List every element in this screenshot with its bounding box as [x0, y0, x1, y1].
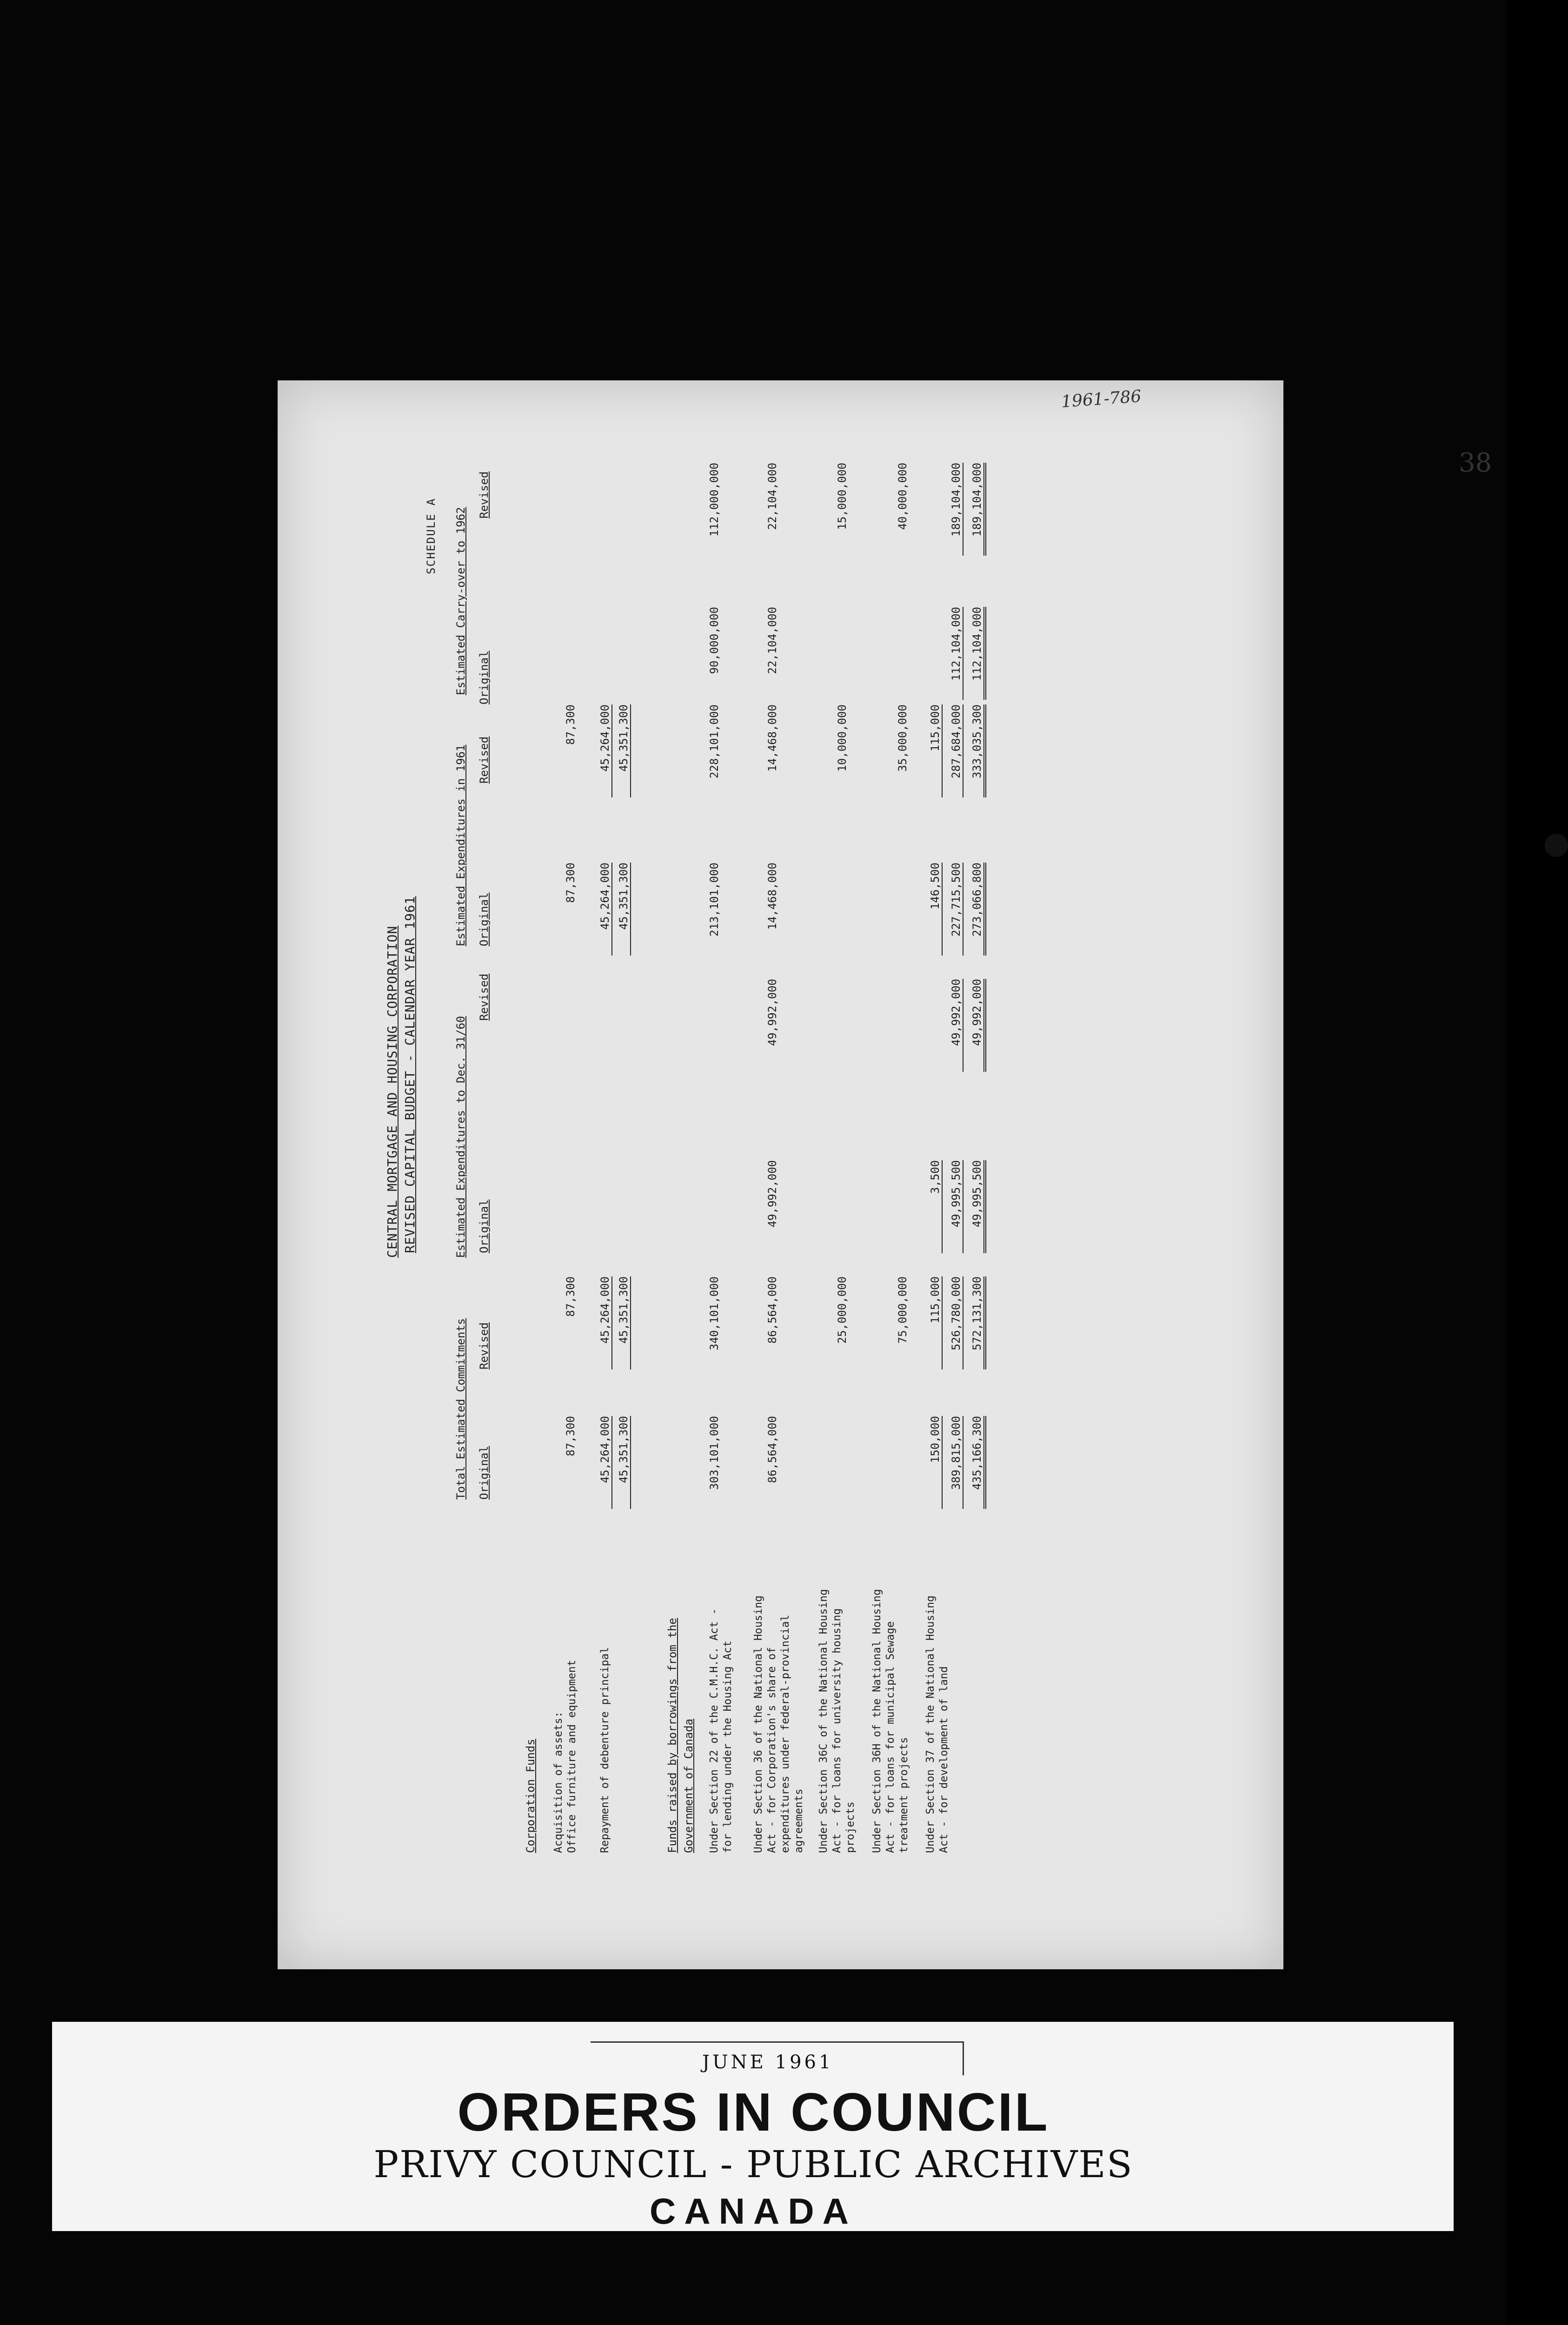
- row-label: Under Section 36C of the National Housing Act - for loans for university housing projects: [817, 1589, 857, 1853]
- cell-subtotal-revised: 526,780,000: [950, 1276, 963, 1369]
- cell-subtotal-to1960-original: 49,995,500: [950, 1160, 963, 1253]
- cell-1961-revised: 228,101,000: [708, 704, 721, 778]
- cell-1961-original: 87,300: [564, 863, 577, 903]
- cell-subtotal-corp-original: 45,351,300: [617, 1416, 631, 1509]
- cell-total-carryover-original: 112,104,000: [970, 607, 986, 700]
- cell-carryover-original: 22,104,000: [766, 607, 779, 674]
- sub-column-original: Original: [478, 1446, 491, 1500]
- cell-subtotal-corp-revised: 45,351,300: [617, 1276, 631, 1369]
- cell-to1960-original: 49,992,000: [766, 1160, 779, 1228]
- column-group-expenditures-to-1960: Estimated Expenditures to Dec. 31/60: [454, 1016, 467, 1258]
- cell-1961-revised: 45,264,000: [598, 704, 612, 797]
- cell-carryover-revised: 112,000,000: [708, 463, 721, 537]
- banner-title: ORDERS IN COUNCIL: [457, 2082, 1050, 2142]
- cell-total-revised: 25,000,000: [836, 1276, 849, 1344]
- column-group-expenditures-1961: Estimated Expenditures in 1961: [454, 744, 467, 946]
- rotated-budget-table: [278, 380, 1283, 1969]
- banner-date: JUNE 1961: [702, 2052, 834, 2073]
- cell-total-to1960-revised: 49,992,000: [970, 979, 986, 1072]
- banner-country: CANADA: [650, 2191, 857, 2232]
- cell-1961-original: 213,101,000: [708, 863, 721, 937]
- cell-1961-original: 45,264,000: [598, 863, 612, 956]
- cell-carryover-revised: 22,104,000: [766, 463, 779, 530]
- cell-subtotal-original: 389,815,000: [950, 1416, 963, 1509]
- cell-1961-revised: 14,468,000: [766, 704, 779, 772]
- row-label: Under Section 36 of the National Housing Act - for Corporation's share of expenditures under federal-provincial agreements: [752, 1595, 805, 1853]
- page-number: 38: [1459, 448, 1492, 478]
- document-page: [278, 380, 1492, 1969]
- sub-column-revised: Revised: [478, 471, 491, 518]
- cell-subtotal-corp-1961-revised: 45,351,300: [617, 704, 631, 797]
- cell-total-revised: 340,101,000: [708, 1276, 721, 1350]
- cell-total-revised: 75,000,000: [896, 1276, 909, 1344]
- cell-to1960-original: 3,500: [929, 1160, 943, 1253]
- cell-total-row-original: 435,166,300: [970, 1416, 986, 1509]
- cell-1961-original: 146,500: [929, 863, 943, 956]
- cell-subtotal-carryover-revised: 189,104,000: [950, 463, 963, 556]
- cell-total-revised: 86,564,000: [766, 1276, 779, 1344]
- cell-total-original: 150,000: [929, 1416, 943, 1509]
- handwritten-reference: 1961-786: [1060, 387, 1142, 412]
- cell-subtotal-to1960-revised: 49,992,000: [950, 979, 963, 1072]
- sub-column-original: Original: [478, 892, 491, 946]
- cell-total-original: 87,300: [564, 1416, 577, 1456]
- row-label: Under Section 22 of the C.M.H.C. Act - for lending under the Housing Act: [708, 1608, 734, 1853]
- cell-subtotal-1961-revised: 287,684,000: [950, 704, 963, 797]
- document-title: CENTRAL MORTGAGE AND HOUSING CORPORATION: [385, 925, 400, 1258]
- cell-total-1961-revised: 333,035,300: [970, 704, 986, 797]
- cell-carryover-original: 90,000,000: [708, 607, 721, 674]
- banner-subtitle: PRIVY COUNCIL - PUBLIC ARCHIVES: [373, 2143, 1133, 2186]
- sub-column-revised: Revised: [478, 1322, 491, 1369]
- cell-total-carryover-revised: 189,104,000: [970, 463, 986, 556]
- cell-1961-original: 14,468,000: [766, 863, 779, 930]
- section-government-funds: Funds raised by borrowings from the: [666, 1618, 679, 1853]
- column-group-total-commitments: Total Estimated Commitments: [454, 1318, 467, 1500]
- sub-column-original: Original: [478, 651, 491, 704]
- cell-total-revised: 87,300: [564, 1276, 577, 1317]
- cell-total-original: 303,101,000: [708, 1416, 721, 1490]
- cell-total-1961-original: 273,066,800: [970, 863, 986, 956]
- section-government-funds-2: Government of Canada: [682, 1719, 695, 1853]
- sub-column-revised: Revised: [478, 736, 491, 784]
- row-label: Under Section 37 of the National Housing Act - for development of land: [924, 1595, 950, 1853]
- cell-carryover-revised: 15,000,000: [836, 463, 849, 530]
- column-group-carry-over: Estimated Carry-over to 1962: [454, 507, 467, 695]
- row-label: Acquisition of assets: Office furniture and equipment: [552, 1660, 578, 1853]
- cell-total-revised: 45,264,000: [598, 1276, 612, 1369]
- sub-column-original: Original: [478, 1199, 491, 1253]
- cell-1961-revised: 35,000,000: [896, 704, 909, 772]
- cell-to1960-revised: 49,992,000: [766, 979, 779, 1046]
- cell-1961-revised: 10,000,000: [836, 704, 849, 772]
- cell-1961-revised: 115,000: [929, 704, 943, 797]
- cell-subtotal-1961-original: 227,715,500: [950, 863, 963, 956]
- cell-total-row-revised: 572,131,300: [970, 1276, 986, 1369]
- cell-total-original: 86,564,000: [766, 1416, 779, 1483]
- cell-subtotal-corp-1961-original: 45,351,300: [617, 863, 631, 956]
- sub-column-revised: Revised: [478, 973, 491, 1021]
- cell-total-to1960-original: 49,995,500: [970, 1160, 986, 1253]
- document-subtitle: REVISED CAPITAL BUDGET - CALENDAR YEAR 1961: [402, 896, 418, 1253]
- section-corporation-funds: Corporation Funds: [524, 1739, 537, 1853]
- schedule-label: SCHEDULE A: [425, 498, 438, 574]
- row-label: Under Section 36H of the National Housing Act - for loans for municipal Sewage treatment projects: [871, 1589, 910, 1853]
- cell-subtotal-carryover-original: 112,104,000: [950, 607, 963, 700]
- punch-hole: [1545, 834, 1568, 857]
- cell-carryover-revised: 40,000,000: [896, 463, 909, 530]
- cell-total-revised: 115,000: [929, 1276, 943, 1369]
- row-label: Repayment of debenture principal: [599, 1647, 611, 1853]
- cell-1961-revised: 87,300: [564, 704, 577, 745]
- cell-total-original: 45,264,000: [598, 1416, 612, 1509]
